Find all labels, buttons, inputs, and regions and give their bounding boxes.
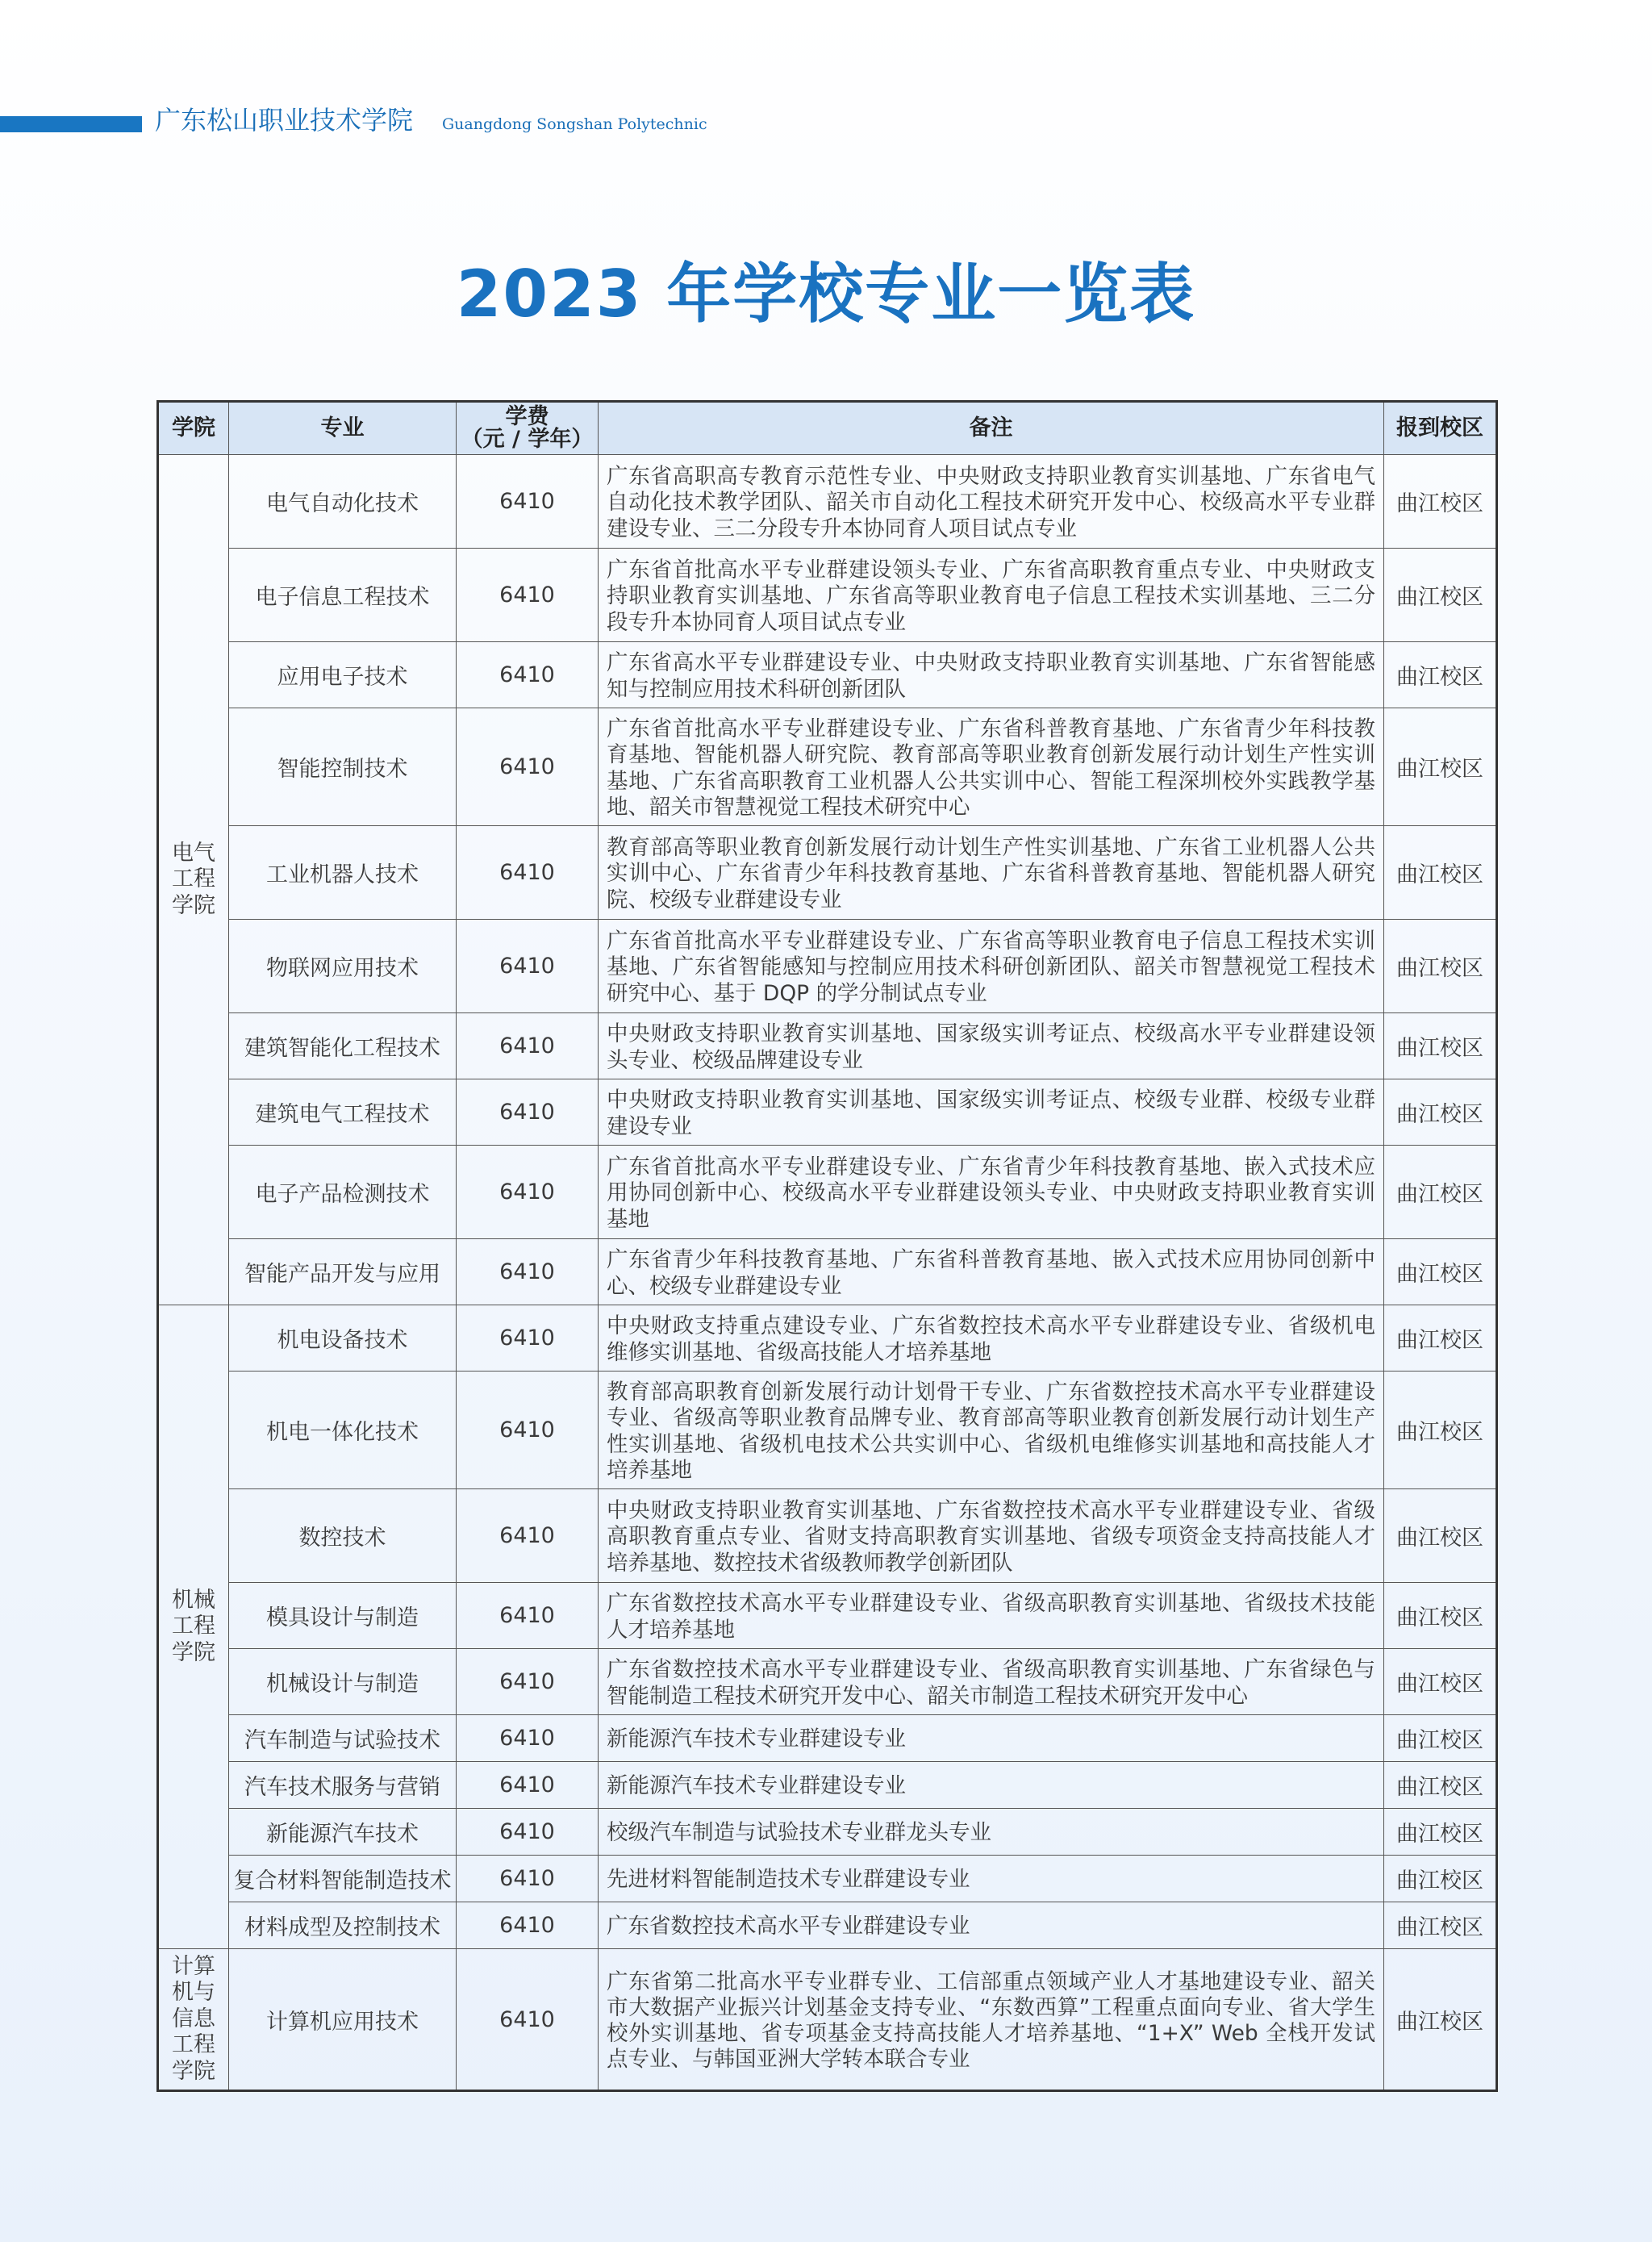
major-cell: 新能源汽车技术 xyxy=(229,1809,457,1856)
major-cell: 应用电子技术 xyxy=(229,642,457,708)
note-cell: 校级汽车制造与试验技术专业群龙头专业 xyxy=(599,1809,1384,1856)
header-fee xyxy=(457,402,599,455)
table-row xyxy=(158,1762,1497,1809)
major-cell: 建筑电气工程技术 xyxy=(229,1079,457,1146)
fee-cell: 6410 xyxy=(457,708,599,826)
fee-cell: 6410 xyxy=(457,1079,599,1146)
note-cell: 广东省首批高水平专业群建设专业、广东省科普教育基地、广东省青少年科技教育基地、智能机器人研究院、教育部高等职业教育创新发展行动计划生产性实训基地、广东省高职教育工业机器人公共实训中心、智能工程深圳校外实践教学基地、韶关市智慧视觉工程技术研究中心 xyxy=(599,708,1384,826)
header-note: 备注 xyxy=(599,402,1384,455)
school-name-cn: 广东松山职业技术学院 xyxy=(155,105,414,136)
table-row xyxy=(158,1079,1497,1146)
table-row xyxy=(158,1239,1497,1305)
school-name-en: Guangdong Songshan Polytechnic xyxy=(442,115,707,133)
note-cell: 中央财政支持重点建设专业、广东省数控技术高水平专业群建设专业、省级机电维修实训基地、省级高技能人才培养基地 xyxy=(599,1305,1384,1372)
college-cell: 计算机与信息工程学院 xyxy=(158,1949,229,2091)
major-cell: 计算机应用技术 xyxy=(229,1949,457,2091)
fee-cell: 6410 xyxy=(457,1146,599,1239)
fee-cell: 6410 xyxy=(457,642,599,708)
major-cell: 机电设备技术 xyxy=(229,1305,457,1372)
college-cell: 机械工程学院 xyxy=(158,1305,229,1949)
note-cell: 广东省青少年科技教育基地、广东省科普教育基地、嵌入式技术应用协同创新中心、校级专业群建设专业 xyxy=(599,1239,1384,1305)
header-campus: 报到校区 xyxy=(1384,402,1497,455)
major-cell: 电气自动化技术 xyxy=(229,455,457,549)
campus-cell: 曲江校区 xyxy=(1384,920,1497,1013)
table-row xyxy=(158,1583,1497,1649)
campus-cell: 曲江校区 xyxy=(1384,1583,1497,1649)
header-fee-line1: 学费 xyxy=(505,403,549,429)
campus-cell: 曲江校区 xyxy=(1384,1372,1497,1489)
campus-cell: 曲江校区 xyxy=(1384,1902,1497,1949)
campus-cell: 曲江校区 xyxy=(1384,1239,1497,1305)
note-cell: 广东省数控技术高水平专业群建设专业 xyxy=(599,1902,1384,1949)
table-row xyxy=(158,1489,1497,1583)
major-cell: 数控技术 xyxy=(229,1489,457,1583)
note-cell: 先进材料智能制造技术专业群建设专业 xyxy=(599,1856,1384,1902)
note-cell: 广东省第二批高水平专业群专业、工信部重点领域产业人才基地建设专业、韶关市大数据产业振兴计划基金支持专业、“东数西算”工程重点面向专业、省大学生校外实训基地、省专项基金支持高技能人才培养基地、“1+X” Web 全栈开发试点专业、与韩国亚洲大学转本联合专业 xyxy=(599,1949,1384,2091)
header-major: 专业 xyxy=(229,402,457,455)
fee-cell: 6410 xyxy=(457,1239,599,1305)
table-row xyxy=(158,1146,1497,1239)
major-cell: 汽车技术服务与营销 xyxy=(229,1762,457,1809)
campus-cell: 曲江校区 xyxy=(1384,1079,1497,1146)
major-cell: 复合材料智能制造技术 xyxy=(229,1856,457,1902)
table-row xyxy=(158,1902,1497,1949)
fee-cell: 6410 xyxy=(457,1305,599,1372)
campus-cell: 曲江校区 xyxy=(1384,826,1497,920)
campus-cell: 曲江校区 xyxy=(1384,1146,1497,1239)
major-cell: 电子产品检测技术 xyxy=(229,1146,457,1239)
table-body xyxy=(158,455,1497,2091)
table-row xyxy=(158,826,1497,920)
major-cell: 材料成型及控制技术 xyxy=(229,1902,457,1949)
table-row xyxy=(158,1949,1497,2091)
fee-cell: 6410 xyxy=(457,1809,599,1856)
campus-cell: 曲江校区 xyxy=(1384,1949,1497,2091)
note-cell: 中央财政支持职业教育实训基地、国家级实训考证点、校级专业群、校级专业群建设专业 xyxy=(599,1079,1384,1146)
fee-cell: 6410 xyxy=(457,549,599,642)
note-cell: 教育部高等职业教育创新发展行动计划生产性实训基地、广东省工业机器人公共实训中心、广东省青少年科技教育基地、广东省科普教育基地、智能机器人研究院、校级专业群建设专业 xyxy=(599,826,1384,920)
major-cell: 工业机器人技术 xyxy=(229,826,457,920)
note-cell: 广东省数控技术高水平专业群建设专业、省级高职教育实训基地、广东省绿色与智能制造工程技术研究开发中心、韶关市制造工程技术研究开发中心 xyxy=(599,1649,1384,1715)
majors-table xyxy=(156,400,1498,2092)
table-row xyxy=(158,1715,1497,1762)
table-row xyxy=(158,1372,1497,1489)
table-row xyxy=(158,1013,1497,1079)
header-accent-bar xyxy=(0,116,142,132)
major-cell: 智能产品开发与应用 xyxy=(229,1239,457,1305)
fee-cell: 6410 xyxy=(457,1013,599,1079)
note-cell: 广东省高水平专业群建设专业、中央财政支持职业教育实训基地、广东省智能感知与控制应用技术科研创新团队 xyxy=(599,642,1384,708)
major-cell: 机电一体化技术 xyxy=(229,1372,457,1489)
table-row xyxy=(158,549,1497,642)
campus-cell: 曲江校区 xyxy=(1384,455,1497,549)
college-cell: 电气工程学院 xyxy=(158,455,229,1305)
table-row xyxy=(158,642,1497,708)
fee-cell: 6410 xyxy=(457,1489,599,1583)
page-title: 2023 年学校专业一览表 xyxy=(456,257,1196,332)
note-cell: 广东省首批高水平专业群建设专业、广东省高等职业教育电子信息工程技术实训基地、广东省智能感知与控制应用技术科研创新团队、韶关市智慧视觉工程技术研究中心、基于 DQP 的学分制试点专业 xyxy=(599,920,1384,1013)
campus-cell: 曲江校区 xyxy=(1384,1856,1497,1902)
fee-cell: 6410 xyxy=(457,1715,599,1762)
header-college: 学院 xyxy=(158,402,229,455)
campus-cell: 曲江校区 xyxy=(1384,1762,1497,1809)
fee-cell: 6410 xyxy=(457,1372,599,1489)
table-row xyxy=(158,455,1497,549)
major-cell: 电子信息工程技术 xyxy=(229,549,457,642)
note-cell: 广东省首批高水平专业群建设领头专业、广东省高职教育重点专业、中央财政支持职业教育实训基地、广东省高等职业教育电子信息工程技术实训基地、三二分段专升本协同育人项目试点专业 xyxy=(599,549,1384,642)
campus-cell: 曲江校区 xyxy=(1384,642,1497,708)
fee-cell: 6410 xyxy=(457,1583,599,1649)
note-cell: 教育部高职教育创新发展行动计划骨干专业、广东省数控技术高水平专业群建设专业、省级高等职业教育品牌专业、教育部高等职业教育创新发展行动计划生产性实训基地、省级机电技术公共实训中心、省级机电维修实训基地和高技能人才培养基地 xyxy=(599,1372,1384,1489)
fee-cell: 6410 xyxy=(457,1856,599,1902)
table-row xyxy=(158,1649,1497,1715)
fee-cell: 6410 xyxy=(457,455,599,549)
major-cell: 汽车制造与试验技术 xyxy=(229,1715,457,1762)
table-header-row xyxy=(158,402,1497,455)
campus-cell: 曲江校区 xyxy=(1384,1715,1497,1762)
fee-cell: 6410 xyxy=(457,920,599,1013)
fee-cell: 6410 xyxy=(457,1649,599,1715)
campus-cell: 曲江校区 xyxy=(1384,1013,1497,1079)
fee-cell: 6410 xyxy=(457,1762,599,1809)
note-cell: 新能源汽车技术专业群建设专业 xyxy=(599,1762,1384,1809)
table-row xyxy=(158,1856,1497,1902)
major-cell: 智能控制技术 xyxy=(229,708,457,826)
note-cell: 中央财政支持职业教育实训基地、国家级实训考证点、校级高水平专业群建设领头专业、校级品牌建设专业 xyxy=(599,1013,1384,1079)
table-row xyxy=(158,708,1497,826)
campus-cell: 曲江校区 xyxy=(1384,549,1497,642)
major-cell: 模具设计与制造 xyxy=(229,1583,457,1649)
campus-cell: 曲江校区 xyxy=(1384,1305,1497,1372)
fee-cell: 6410 xyxy=(457,826,599,920)
major-cell: 机械设计与制造 xyxy=(229,1649,457,1715)
fee-cell: 6410 xyxy=(457,1949,599,2091)
note-cell: 广东省首批高水平专业群建设专业、广东省青少年科技教育基地、嵌入式技术应用协同创新中心、校级高水平专业群建设领头专业、中央财政支持职业教育实训基地 xyxy=(599,1146,1384,1239)
table-row xyxy=(158,920,1497,1013)
campus-cell: 曲江校区 xyxy=(1384,708,1497,826)
campus-cell: 曲江校区 xyxy=(1384,1809,1497,1856)
campus-cell: 曲江校区 xyxy=(1384,1649,1497,1715)
note-cell: 新能源汽车技术专业群建设专业 xyxy=(599,1715,1384,1762)
note-cell: 广东省数控技术高水平专业群建设专业、省级高职教育实训基地、省级技术技能人才培养基地 xyxy=(599,1583,1384,1649)
note-cell: 广东省高职高专教育示范性专业、中央财政支持职业教育实训基地、广东省电气自动化技术教学团队、韶关市自动化工程技术研究开发中心、校级高水平专业群建设专业、三二分段专升本协同育人项目试点专业 xyxy=(599,455,1384,549)
table-row xyxy=(158,1809,1497,1856)
fee-cell: 6410 xyxy=(457,1902,599,1949)
header-fee-line2: （元 / 学年） xyxy=(461,427,594,452)
campus-cell: 曲江校区 xyxy=(1384,1489,1497,1583)
major-cell: 建筑智能化工程技术 xyxy=(229,1013,457,1079)
table-row xyxy=(158,1305,1497,1372)
note-cell: 中央财政支持职业教育实训基地、广东省数控技术高水平专业群建设专业、省级高职教育重点专业、省财支持高职教育实训基地、省级专项资金支持高技能人才培养基地、数控技术省级教师教学创新团队 xyxy=(599,1489,1384,1583)
major-cell: 物联网应用技术 xyxy=(229,920,457,1013)
